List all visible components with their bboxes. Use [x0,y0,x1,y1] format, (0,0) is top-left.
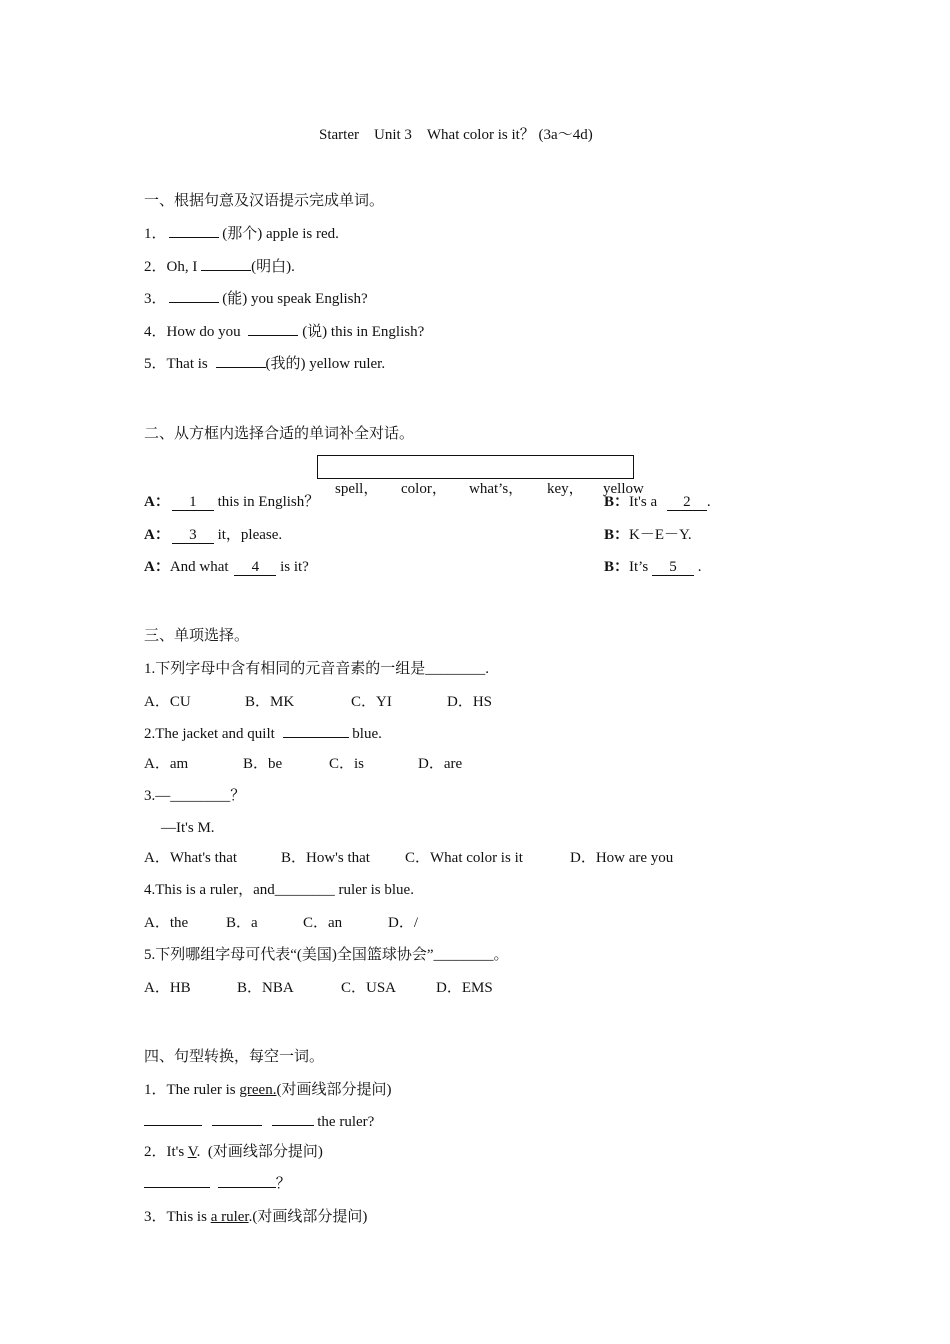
s3-question-2: 2.The jacket and quilt blue. [144,726,382,742]
answer-blank[interactable]: 3 [172,527,214,544]
answer-blank[interactable] [144,1187,210,1188]
s4-item-2-answer-line: ？ [144,1175,291,1193]
s3-q4-option-d[interactable]: D．/ [388,915,419,931]
s3-q2-option-b[interactable]: B．be [243,756,283,772]
section-3-heading: 三、单项选择。 [144,628,250,644]
s3-q5-option-c[interactable]: C．USA [341,980,397,996]
s3-q4-option-a[interactable]: A．the [144,915,189,931]
s3-q1-option-b[interactable]: B．MK [245,694,295,710]
s3-q5-option-a[interactable]: A．HB [144,980,191,996]
s3-q2-option-d[interactable]: D．are [418,756,463,772]
answer-blank[interactable] [212,1125,262,1126]
s3-question-3: 3.—________？ [144,788,246,804]
answer-blank[interactable] [144,1125,202,1126]
answer-blank[interactable] [169,237,219,238]
dialog-a-3: A：And what 4 is it? [144,559,309,575]
box-word: what’s， [469,481,524,497]
dialog-b-1: B：It's a 2 . [604,494,711,510]
s1-item-5: 5．That is (我的) yellow ruler. [144,356,386,372]
box-word: spell， [335,481,379,497]
answer-blank[interactable] [248,335,298,336]
box-word: key， [547,481,584,497]
s3-q3-option-d[interactable]: D．How are you [570,850,674,866]
answer-blank[interactable] [201,270,251,271]
dialog-b-2: B：K－E－Y. [604,527,692,543]
s3-q2-option-c[interactable]: C．is [329,756,365,772]
s3-question-4: 4.This is a ruler，and________ ruler is blue. [144,882,414,898]
answer-blank[interactable] [272,1125,314,1126]
s3-q5-option-b[interactable]: B．NBA [237,980,294,996]
box-word: yellow [603,481,644,497]
dialog-a-1: A： 1 this in English？ [144,494,320,510]
dialog-b-3: B：It’s 5 . [604,559,702,575]
answer-blank[interactable] [218,1187,276,1188]
page-title: Starter Unit 3 What color is it？ (3a～4d) [319,127,593,143]
s3-q3-answer: —It's M. [161,820,215,836]
s3-q4-option-c[interactable]: C．an [303,915,343,931]
s3-question-1: 1.下列字母中含有相同的元音音素的一组是________. [144,661,490,677]
answer-blank[interactable]: 4 [234,559,276,576]
s3-q1-option-a[interactable]: A．CU [144,694,191,710]
s3-q2-option-a[interactable]: A．am [144,756,189,772]
s1-item-4: 4．How do you (说) this in English? [144,324,425,340]
answer-blank[interactable]: 5 [652,559,694,576]
s1-item-1: 1． (那个) apple is red. [144,226,339,242]
dialog-a-2: A： 3 it，please. [144,527,283,543]
s3-q5-option-d[interactable]: D．EMS [436,980,493,996]
s1-item-2: 2．Oh, I (明白). [144,259,295,275]
s1-item-3: 3． (能) you speak English? [144,291,368,307]
box-word: color， [401,481,447,497]
answer-blank[interactable] [169,302,219,303]
answer-blank[interactable] [283,737,349,738]
section-1-heading: 一、根据句意及汉语提示完成单词。 [144,193,385,209]
section-2-heading: 二、从方框内选择合适的单词补全对话。 [144,426,415,442]
s4-item-1: 1．The ruler is green.(对画线部分提问) [144,1082,392,1098]
s4-item-1-answer-line: the ruler? [144,1113,374,1131]
word-box [317,455,644,497]
s3-q4-option-b[interactable]: B．a [226,915,258,931]
s4-item-2: 2．It's V. (对画线部分提问) [144,1144,323,1160]
s3-q3-option-b[interactable]: B．How's that [281,850,370,866]
answer-blank[interactable]: 1 [172,494,214,511]
s3-q1-option-d[interactable]: D．HS [447,694,493,710]
s3-q3-option-a[interactable]: A．What's that [144,850,238,866]
answer-blank[interactable]: 2 [667,494,707,511]
s4-item-3: 3．This is a ruler.(对画线部分提问) [144,1209,368,1225]
answer-blank[interactable] [216,367,266,368]
s3-q1-option-c[interactable]: C．YI [351,694,392,710]
section-4-heading: 四、句型转换，每空一词。 [144,1049,325,1065]
s3-q3-option-c[interactable]: C．What color is it [405,850,523,866]
s3-question-5: 5.下列哪组字母可代表“(美国)全国篮球协会”________。 [144,947,509,963]
